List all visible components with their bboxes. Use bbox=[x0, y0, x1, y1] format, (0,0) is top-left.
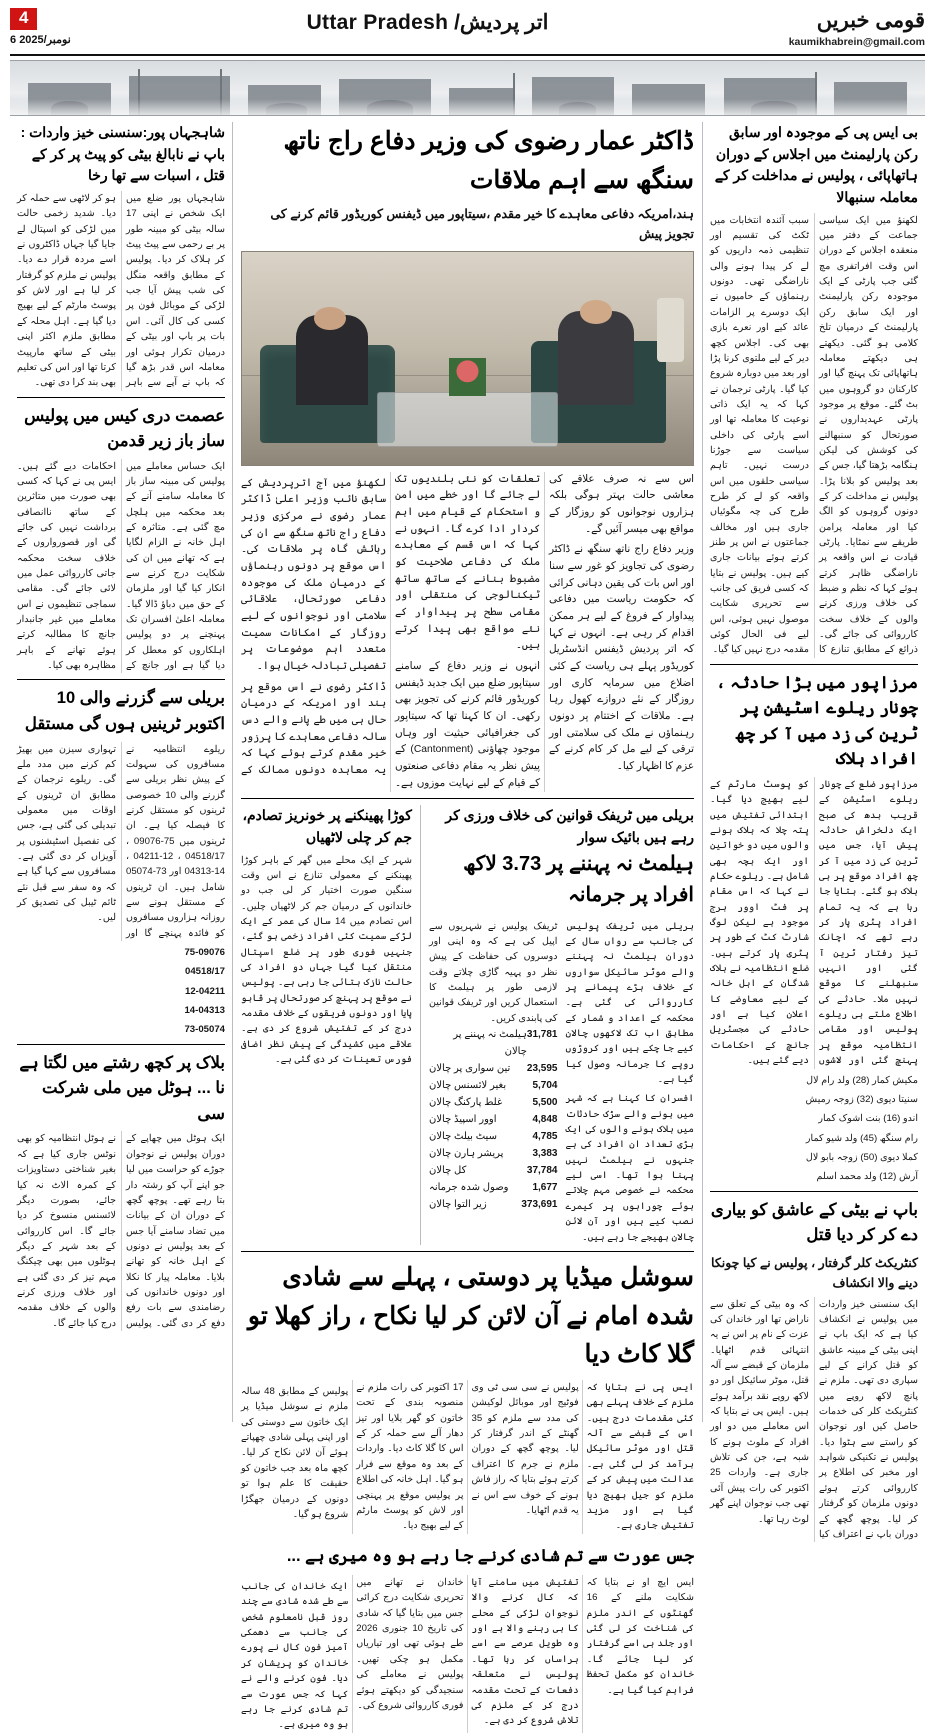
train-victim-5: کملا دیوی (50) زوجہ بابو لال bbox=[805, 1151, 918, 1163]
woman-paragraph-2: خاندان نے تھانے میں تحریری شکایت درج کرائی جس میں بتایا گیا کہ شادی کی تاریخ 10 جنوری 2026 طے ہوئی تھی اور تیاریاں مکمل ہو چکی تھیں۔ پولیس نے معاملے کی سنجیدگی کو دیکھتے ہوئے فوری کارروائی شروع کی۔ bbox=[356, 1577, 464, 1711]
article-train-accident bbox=[710, 671, 918, 1185]
lead-paragraph-3: انہوں نے وزیر دفاع کے سامنے سیتاپور ضلع میں ایک جدید ڈیفنس کوریڈور قائم کرنے کی تجویز بھی رکھی۔ ان کا کہنا تھا کہ سیتاپور کی جغرافیائی حیثیت اور وہاں موجود چھاؤنی (Cantonment) کے پیش نظر یہ مقام دفاعی صنعتوں کے قیام کے لیے نہایت موزوں ہے۔ اس سے نہ صرف علاقے کی معاشی حالت بہتر ہوگی بلکہ ہزاروں نوجوانوں کو روزگار کے مواقع بھی میسر آئیں گے۔ bbox=[395, 473, 694, 789]
article-assembly-scuffle bbox=[710, 122, 918, 658]
woman-body bbox=[241, 1575, 694, 1732]
column-left bbox=[10, 122, 233, 1422]
politics-body: ایک حساس معاملے میں پولیس کی مبینہ ساز باز کا معاملہ سامنے آنے کے بعد محکمہ میں ہلچل مچ گئی ہے۔ متاثرہ کے اہل خانہ نے الزام لگایا ہے کہ تھانے میں ان کی شکایت درج کرنے سے انکار کیا گیا اور ملزمان کے حق میں دباؤ ڈالا گیا۔ معاملہ اعلیٰ افسران تک پہنچنے پر دو پولیس اہلکاروں کو معطل کر دیا گیا ہے اور جانچ کے احکامات دیے گئے ہیں۔ ایس پی نے کہا کہ کسی بھی صورت میں متاثرین کے ساتھ ناانصافی برداشت نہیں کی جائے گی اور قصورواروں کے خلاف سخت محکمہ جاتی کارروائی عمل میں لائی جائے گی۔ مقامی سماجی تنظیموں نے اس معاملے میں غیر جانبدار جانچ کا مطالبہ کرتے ہوئے تھانے کے باہر مظاہرہ بھی کیا۔ bbox=[17, 460, 225, 672]
article-helmet-fines bbox=[429, 805, 694, 1245]
helmet-stat-value-10: 373,691 bbox=[521, 1199, 558, 1211]
helmet-stat-row bbox=[429, 1111, 558, 1128]
helmet-stat-row bbox=[429, 1026, 558, 1060]
bareilly-headline: بریلی سے گزرنے والی 10 اکتوبر ٹرینیں ہوں گی مستقل bbox=[24, 689, 225, 734]
helmet-stat-value-8: 37,784 bbox=[526, 1165, 558, 1177]
helmet-stat-value-3: 5,704 bbox=[532, 1080, 558, 1092]
helmet-stat-value-7: 3,383 bbox=[532, 1148, 558, 1160]
helmet-stat-row bbox=[429, 1196, 558, 1213]
helmet-stat-label-6: سیٹ بیلٹ چالان bbox=[428, 1131, 497, 1143]
lead-paragraph-2: ڈاکٹر رضوی نے اس موقع پر ہند اور امریکہ کے درمیان حال ہی میں طے پانے والے دس سالہ دفاعی معاہدے کا پرزور خیر مقدم کرتے ہوئے کہا کہ یہ معاہدہ دونوں ممالک کے تعلقات کو نئی بلندیوں تک لے جائے گا اور خطے میں امن و استحکام کے قیام میں اہم کردار ادا کرے گا۔ انہوں نے کہا کہ اس قسم کے معاہدے ملک کی دفاعی صلاحیت کو مضبوط بنانے کے ساتھ ساتھ ٹیکنالوجی کی منتقلی اور مقامی سطح پر پیداوار کے نئے مواقع بھی پیدا کرتے ہیں۔ bbox=[241, 473, 540, 776]
helmet-stat-row bbox=[429, 1077, 558, 1094]
divider bbox=[241, 798, 694, 799]
article-garbage-clash bbox=[241, 805, 421, 1245]
helmet-stat-value-9: 1,677 bbox=[532, 1182, 558, 1194]
train-body: مرزاپور ضلع کے چونار ریلوے اسٹیشن کے قریب بدھ کی صبح ایک دلخراش حادثہ پیش آیا، جس میں ٹرین کی زد میں آ کر چھ افراد موقع پر ہی ہلاک ہو گئے۔ بتایا جا رہا ہے کہ یہ تمام افراد پٹری پار کر رہے تھے کہ اچانک تیز رفتار ٹرین آ گئی اور انہیں سنبھلنے کا موقع نہیں ملا۔ حادثے کی اطلاع ملتے ہی ریلوے پولیس اور مقامی انتظامیہ موقع پر پہنچ گئی اور لاشوں کو پوسٹ مارٹم کے لیے بھیج دیا گیا۔ ابتدائی تفتیش میں پتہ چلا کہ ہلاک ہونے والوں میں دو خواتین اور ایک بچہ بھی شامل ہے۔ ریلوے حکام نے کہا کہ اس مقام پر فٹ اوور برج موجود ہے لیکن لوگ شارٹ کٹ کے طور پر پٹری پار کرتے ہیں۔ ضلع انتظامیہ نے ہلاک شدگان کے اہل خانہ کے لیے معاوضے کا اعلان کیا ہے اور حادثے کی مجسٹریل جانچ کے احکامات دیے گئے ہیں۔ bbox=[710, 778, 918, 1067]
train-victim-2: سنیتا دیوی (32) زوجہ رمیش bbox=[805, 1093, 918, 1105]
lead-paragraph-4: وزیر دفاع راج ناتھ سنگھ نے ڈاکٹر رضوی کی تجاویز کو غور سے سنا اور اس بات کی یقین دہانی کرائی کہ حکومت ریاست میں دفاعی پیداوار کے فروغ کے لیے ہر ممکن اقدام کر رہی ہے۔ انہوں نے کہا کہ اتر پردیش ڈیفنس انڈسٹریل کوریڈور پہلے ہی ریاست کے کئی اضلاع میں سرمایہ کاری اور روزگار کے نئے دروازے کھول رہا ہے۔ ملاقات کے اختتام پر دونوں رہنماؤں نے ملک کی سلامتی اور ترقی کے لیے مل کر کام کرنے کے عزم کا اظہار کیا۔ bbox=[549, 544, 694, 772]
nikah-paragraph-2: 17 اکتوبر کی رات ملزم نے منصوبہ بندی کے تحت خاتون کو گھر بلایا اور تیز دھار آلے سے حملہ کر کے اس کا گلا کاٹ دیا۔ واردات کے بعد وہ موقع سے فرار ہو گیا۔ اہل خانہ کی اطلاع پر پولیس موقع پر پہنچی اور لاش کو پوسٹ مارٹم کے لیے بھیج دیا۔ bbox=[356, 1382, 464, 1532]
train-victim-1: مکیش کمار (28) ولد رام لال bbox=[806, 1074, 918, 1086]
contact-email[interactable]: kaumikhabrein@gmail.com bbox=[788, 36, 925, 48]
helmet-stat-row bbox=[429, 1060, 558, 1077]
train-victim-6: آرش (12) ولد محمد اسلم bbox=[816, 1171, 918, 1183]
nikah-paragraph-3: پولیس نے سی سی ٹی وی فوٹیج اور موبائل لوکیشن کی مدد سے ملزم کو 35 گھنٹے کے اندر گرفتار کر لیا۔ پوچھ گچھ کے دوران ملزم نے جرم کا اعتراف کرتے ہوئے بتایا کہ راز فاش ہونے کے خوف سے اس نے یہ قدم اٹھایا۔ bbox=[471, 1382, 579, 1516]
helmet-subhead: ہیلمٹ نہ پہننے پر 3.73 لاکھ افراد پر جرمانہ bbox=[463, 852, 694, 906]
killer-body: ایک سنسنی خیز واردات میں پولیس نے انکشاف کیا ہے کہ ایک باپ نے اپنی بیٹی کے مبینہ عاشق کو قتل کرانے کے لیے سپاری دی تھی۔ ملزم نے پانچ لاکھ روپے میں کنٹریکٹ کلر کی خدمات حاصل کیں اور نوجوان کو راستے سے ہٹوا دیا۔ پولیس نے تکنیکی شواہد اور مخبر کی اطلاع پر کارروائی کرتے ہوئے دونوں ملزمان کو گرفتار کر لیا۔ پوچھ گچھ کے دوران باپ نے اعتراف کیا کہ وہ بیٹی کے تعلق سے ناراض تھا اور خاندان کی عزت کے نام پر اس نے یہ انتہائی قدم اٹھایا۔ ملزمان کے قبضے سے آلہ قتل، موٹر سائیکل اور دو لاکھ روپے نقد برآمد ہوئے ہیں۔ ایس پی نے بتایا کہ اس معاملے میں دو اور افراد کے ملوث ہونے کا شبہ ہے، جن کی تلاش جاری ہے۔ واردات 25 اکتوبر کی رات پیش آئی تھی جب نوجوان اپنے گھر لوٹ رہا تھا۔ bbox=[710, 1298, 918, 1540]
nikah-paragraph-1: پولیس کے مطابق 48 سالہ ملزم نے سوشل میڈیا پر ایک خاتون سے دوستی کی اور اپنی پہلی شادی چھپاتے ہوئے آن لائن نکاح کر لیا۔ کچھ ماہ بعد جب خاتون کو حقیقت کا علم ہوا تو دونوں کے درمیان جھگڑا شروع ہو گیا۔ bbox=[241, 1386, 349, 1520]
shahjahanpur-headline: شاہجہاں پور:سنسنی خیز واردات : باپ نے نابالغ بیٹی کو پیٹ پر کر کے قتل ، اسبات سے تھا رخا bbox=[20, 124, 225, 184]
divider bbox=[17, 397, 225, 398]
page-number: 4 bbox=[10, 8, 37, 30]
helmet-paragraph-2: افسران کا کہنا ہے کہ شہر میں ہونے والے سڑک حادثات میں ہلاک ہونے والوں کی ایک بڑی تعداد ان افراد کی ہے جنہوں نے ہیلمٹ نہیں پہنا ہوا تھا۔ اسی لیے محکمہ نے خصوصی مہم چلاتے ہوئے چوراہوں پر کیمرے نصب کیے ہیں اور آن لائن چالان بھیجے جا رہے ہیں۔ bbox=[565, 1093, 694, 1243]
helmet-stat-row bbox=[429, 1094, 558, 1111]
publication-title: قومی خبریں bbox=[816, 9, 925, 32]
garbage-body: شہر کے ایک محلے میں گھر کے باہر کوڑا پھینکنے کے معمولی تنازع نے اس وقت سنگین صورت اختیار کر لی جب دو خاندانوں کے درمیان جم کر لاٹھیاں چلیں۔ اس تصادم میں 14 سال کی عمر کے ایک لڑکے سمیت کئی افراد زخمی ہو گئے، جنہیں فوری طور پر ضلع اسپتال منتقل کیا گیا جہاں دو افراد کی حالت نازک بتائی جا رہی ہے۔ پولیس نے موقع پر پہنچ کر صورتحال پر قابو پایا اور دونوں فریقوں کے خلاف مقدمہ درج کر کے تفتیش شروع کر دی ہے۔ علاقے میں کشیدگی کے پیش نظر اضافی فورس تعینات کر دی گئی ہے۔ bbox=[241, 854, 412, 1066]
article-threat-call bbox=[241, 1544, 694, 1733]
bareilly-train-1: 75-09076 bbox=[184, 947, 225, 959]
masthead-divider bbox=[10, 54, 925, 56]
bareilly-train-4: 14-04313 bbox=[184, 1005, 225, 1017]
divider bbox=[17, 679, 225, 680]
divider bbox=[241, 1251, 694, 1252]
helmet-stat-label-7: پریشر ہارن چالان bbox=[428, 1148, 504, 1160]
page-number-block bbox=[10, 8, 160, 30]
masthead bbox=[10, 8, 925, 52]
woman-paragraph-3: تفتیش میں سامنے آیا کہ کال کرنے والا نوجوان لڑکی کے محلے کا ہی رہنے والا ہے اور وہ طویل عرصے سے اسے ہراساں کر رہا تھا۔ پولیس نے متعلقہ دفعات کے تحت مقدمہ درج کر کے ملزم کی تلاش شروع کر دی ہے۔ bbox=[471, 1577, 579, 1727]
divider bbox=[710, 664, 918, 665]
helmet-stat-value-4: 5,500 bbox=[532, 1097, 558, 1109]
divider bbox=[710, 1191, 918, 1192]
issue-date: 6 نومبر/2025 bbox=[10, 33, 71, 46]
nikah-headline: سوشل میڈیا پر دوستی ، پہلے سے شادی شدہ امام نے آن لائن کر لیا نکاح ، راز کھلا تو گلا کاٹ دیا bbox=[247, 1262, 694, 1369]
train-victim-3: اندو (16) بنت اشوک کمار bbox=[818, 1113, 918, 1125]
shahjahanpur-body: شاہجہاں پور ضلع میں ایک شخص نے اپنی 17 سالہ بیٹی کو مبینہ طور پر بے رحمی سے پیٹ پیٹ کر ہلاک کر دیا۔ پولیس کے مطابق واقعہ منگل کی شب پیش آیا جب لڑکی کے موبائل فون پر کسی کی کال آئی۔ اس بات پر باپ اور بیٹی کے درمیان تکرار ہوئی اور معاملہ اس قدر بڑھ گیا کہ باپ نے آپے سے باہر ہو کر لاٹھی سے حملہ کر دیا۔ شدید زخمی حالت میں لڑکی کو اسپتال لے جایا گیا جہاں ڈاکٹروں نے اسے مردہ قرار دے دیا۔ پولیس نے ملزم کو گرفتار کر لیا ہے اور لاش کو پوسٹ مارٹم کے لیے بھیج دیا گیا ہے۔ اہل محلہ کے مطابق ملزم اکثر اپنی بیٹی کے ساتھ مارپیٹ کرتا تھا اور اس کی تعلیم بھی بند کرا دی تھی۔ bbox=[17, 193, 225, 389]
helmet-paragraph-1: بریلی میں ٹریفک پولیس کی جانب سے رواں سال کے دوران ہیلمٹ نہ پہننے والے موٹر سائیکل سواروں کے خلاف بڑے پیمانے پر کارروائی کی گئی ہے۔ محکمہ کے اعداد و شمار کے مطابق اب تک لاکھوں چالان کیے جا چکے ہیں اور کروڑوں روپے کا جرمانہ وصول کیا گیا ہے۔ bbox=[565, 920, 694, 1086]
article-contract-killing bbox=[710, 1198, 918, 1543]
article-police-collusion bbox=[17, 404, 225, 674]
bareilly-train-5: 73-05074 bbox=[184, 1024, 225, 1036]
helmet-stat-label-1: ہیلمٹ نہ پہننے پر چالان bbox=[453, 1029, 527, 1058]
helmet-stat-row bbox=[429, 1145, 558, 1162]
section-title-english: Uttar Pradesh bbox=[306, 11, 449, 34]
article-shahjahanpur-murder bbox=[17, 122, 225, 391]
train-victim-4: رام سنگھ (45) ولد شیو کمار bbox=[805, 1132, 918, 1144]
woman-paragraph-1: ایک خاندان کی جانب سے طے شدہ شادی سے چند روز قبل نامعلوم شخص کی جانب سے دھمکی آمیز فون کال نے پورے خاندان کو پریشان کر دیا۔ فون کرنے والے نے کہا کہ جس عورت سے تم شادی کرنے جا رہے ہو وہ میری ہے۔ bbox=[241, 1581, 349, 1731]
skyline-banner-image bbox=[10, 60, 925, 116]
section-title-urdu: اتر پردیش/ bbox=[454, 11, 549, 34]
helmet-stat-row bbox=[429, 1162, 558, 1179]
lead-paragraph-1: لکھنؤ میں آج اترپردیش کے سابق نائب وزیر اعلیٰ ڈاکٹر عمار رضوی نے مرکزی وزیر دفاع راج ناتھ سنگھ سے ان کی رہائش گاہ پر ملاقات کی۔ اس موقع پر دونوں رہنماؤں کے درمیان ملک کی موجودہ دفاعی صورتحال، علاقائی سلامتی اور نوجوانوں کے لیے روزگار کے امکانات سمیت متعدد اہم موضوعات پر تفصیلی تبادلہ خیال ہوا۔ bbox=[241, 477, 386, 672]
woman-headline: جس عورت سے تم شادی کرنے جا رہے ہو وہ میری ہے ... bbox=[286, 1546, 694, 1565]
helmet-stat-label-9: وصول شدہ جرمانہ bbox=[428, 1182, 509, 1194]
column-right bbox=[703, 122, 925, 1540]
assembly-headline: بی ایس پی کے موجودہ اور سابق رکن پارلیمنٹ میں اجلاس کے دوران ہاتھاپائی ، پولیس نے مداخلت کر کے معاملہ سنبھالا bbox=[714, 124, 918, 206]
helmet-paragraph-3: ٹریفک پولیس نے شہریوں سے اپیل کی ہے کہ وہ اپنی اور دوسروں کی حفاظت کے پیش نظر دو پہیہ گاڑی چلاتے وقت لازمی طور پر ہیلمٹ کا استعمال کریں اور ٹریفک قوانین کی پابندی کریں۔ bbox=[428, 920, 558, 1024]
masthead-center bbox=[160, 8, 695, 35]
helmet-headline: بریلی میں ٹریفک قوانین کی خلاف ورزی کر رہے ہیں بائیک سوار bbox=[445, 807, 694, 845]
masthead-right bbox=[695, 8, 925, 48]
helmet-stat-label-10: زیر التوا چالان bbox=[428, 1199, 487, 1211]
lead-body bbox=[241, 472, 694, 793]
killer-subhead: کنٹریکٹ کلر گرفتار ، پولیس نے کیا چونکا دینے والا انکشاف bbox=[711, 1255, 918, 1290]
helmet-stat-label-4: غلط پارکنگ چالان bbox=[428, 1097, 503, 1109]
politics-headline: عصمت دری کیس میں پولیس ساز باز زیر قدمن bbox=[24, 406, 225, 451]
killer-headline: باپ نے بیٹی کے عاشق کو بیاری دے کر کر دیا قتل bbox=[710, 1200, 918, 1245]
helmet-stat-row bbox=[429, 1128, 558, 1145]
lead-headline: ڈاکٹر عمار رضوی کی وزیر دفاع راج ناتھ سنگھ سے اہم ملاقات bbox=[283, 127, 694, 194]
bareilly-train-2: 04518/17 bbox=[184, 966, 225, 978]
helmet-stat-label-2: تین سواری پر چالان bbox=[428, 1063, 511, 1075]
hotel-body: ایک ہوٹل میں چھاپے کے دوران پولیس نے نوجوان جوڑے کو حراست میں لیا جو اپنے آپ کو رشتہ دار بتا رہے تھے۔ پوچھ گچھ کے دوران ان کے بیانات میں تضاد سامنے آیا جس کے بعد پولیس نے دونوں کے اہل خانہ کو تھانے بلایا۔ معاملہ پیار کا نکلا اور دونوں خاندانوں کی رضامندی سے بات رفع دفع کر دی گئی۔ پولیس نے ہوٹل انتظامیہ کو بھی نوٹس جاری کیا ہے کہ بغیر شناختی دستاویزات کے کمرہ الاٹ نہ کیا جائے، بصورت دیگر لائسنس منسوخ کر دیا جائے گا۔ اس کارروائی کے بعد شہر کے دیگر ہوٹلوں میں بھی چیکنگ مہم تیز کر دی گئی ہے اور خلاف ورزی کرنے والوں کے خلاف مقدمہ درج کیا جائے گا۔ bbox=[17, 1133, 225, 1329]
section-title bbox=[160, 10, 695, 35]
garbage-headline: کوڑا پھینکنے پر خونریز تصادم، جم کر چلی لاٹھیاں bbox=[242, 807, 412, 845]
helmet-stat-value-2: 23,595 bbox=[526, 1063, 558, 1075]
helmet-stat-value-1: 31,781 bbox=[526, 1029, 558, 1041]
article-hotel-raid bbox=[17, 1051, 225, 1331]
lead-photo bbox=[241, 251, 694, 466]
helmet-stat-label-3: بغیر لائسنس چالان bbox=[428, 1080, 507, 1092]
bareilly-train-3: 12-04211 bbox=[184, 985, 225, 997]
nikah-body bbox=[241, 1380, 694, 1533]
helmet-stat-value-6: 4,785 bbox=[532, 1131, 558, 1143]
bareilly-body: ریلوے انتظامیہ نے مسافروں کی سہولت کے پیش نظر بریلی سے گزرنے والی 10 خصوصی ٹرینوں کو مستقل کرنے کا فیصلہ کیا ہے۔ ان ٹرینوں میں 75-09076 ، 04518/17 ، 12-04211 ، 14-04313 اور 73-05074 شامل ہیں۔ ان ٹرینوں کے مستقل ہونے سے روزانہ ہزاروں مسافروں کو فائدہ پہنچے گا اور تہواری سیزن میں بھیڑ کم کرنے میں مدد ملے گی۔ ریلوے ترجمان کے مطابق ان ٹرینوں کے اوقات میں معمولی تبدیلی کی گئی ہے، جس کی تفصیل اسٹیشنوں پر آویزاں کر دی گئی ہے۔ مسافروں سے کہا گیا ہے کہ وہ سفر سے قبل نئے ٹائم ٹیبل کی تصدیق کر لیں۔ bbox=[17, 743, 226, 939]
helmet-stat-row bbox=[429, 1179, 558, 1196]
helmet-stat-label-8: کل چالان bbox=[428, 1165, 467, 1177]
content-columns bbox=[10, 122, 925, 1731]
divider bbox=[17, 1044, 225, 1045]
helmet-stat-value-5: 4,848 bbox=[532, 1114, 558, 1126]
nikah-paragraph-4: ایس پی نے بتایا کہ ملزم کے خلاف پہلے بھی کئی مقدمات درج ہیں۔ اس کے قبضے سے آلہ قتل اور موٹر سائیکل برآمد کر لی گئی ہے۔ عدالت میں پیش کر کے ملزم کو جیل بھیج دیا گیا ہے اور مزید تفتیش جاری ہے۔ bbox=[586, 1382, 694, 1532]
column-middle bbox=[233, 122, 703, 1731]
masthead-left bbox=[10, 8, 160, 46]
helmet-stat-label-5: اوور اسپیڈ چالان bbox=[428, 1114, 497, 1126]
woman-paragraph-4: ایس ایچ او نے بتایا کہ شکایت ملنے کے 16 گھنٹوں کے اندر ملزم کی شناخت کر لی گئی اور جلد ہی اسے گرفتار کر لیا جائے گا۔ خاندان کو مکمل تحفظ فراہم کیا گیا ہے۔ bbox=[586, 1577, 694, 1696]
article-lead-defence-meeting bbox=[241, 122, 694, 792]
article-imam-nikah bbox=[241, 1258, 694, 1534]
article-bareilly-trains bbox=[17, 686, 225, 1037]
hotel-headline: بلاک پر کچھ رشتے میں لگتا ہے نا ... ہوٹل میں ملی شرکت سی bbox=[19, 1053, 225, 1123]
lead-subhead: ہند،امریکہ دفاعی معاہدے کا خیر مقدم ،سیتاپور میں ڈیفنس کوریڈور قائم کرنے کی تجویز پیش bbox=[270, 206, 694, 241]
assembly-body: لکھنؤ میں ایک سیاسی جماعت کے دفتر میں منعقدہ اجلاس کے دوران اس وقت افراتفری مچ گئی جب پارٹی کے ایک موجودہ رکن پارلیمنٹ اور ایک سابق رکن پارلیمنٹ کے درمیان تلخ کلامی ہو گئی۔ دیکھتے ہی دیکھتے معاملہ ہاتھاپائی تک پہنچ گیا اور کارکنان دو گروہوں میں بٹ گئے۔ موقع پر موجود پارٹی عہدیداروں نے صورتحال کو سنبھالنے کی کوشش کی لیکن ہنگامہ بڑھتا گیا، جس کے بعد پولیس کو بلانا پڑا۔ پولیس نے مداخلت کر کے دونوں گروہوں کو الگ کیا اور معاملہ پرامن طریقے سے نمٹایا۔ پارٹی قیادت نے اس واقعہ پر ناراضگی ظاہر کرتے ہوئے کہا کہ نظم و ضبط کی خلاف ورزی کرنے والوں کے خلاف سخت کارروائی کی جائے گی۔ ذرائع کے مطابق تنازع کا سبب آئندہ انتخابات میں ٹکٹ کی تقسیم اور تنظیمی ذمہ داریوں کو لے کر پیدا ہونے والی ناراضگی تھی۔ دونوں رہنماؤں کے حامیوں نے ایک دوسرے پر الزامات عائد کیے اور نعرے بازی بھی کی۔ اجلاس کچھ دیر کے لیے ملتوی کرنا پڑا اور بعد میں دوبارہ شروع کیا گیا۔ پارٹی ترجمان نے کہا کہ یہ ایک ذاتی نوعیت کا معاملہ تھا اور اسے پارٹی کی داخلی سیاست سے جوڑنا درست نہیں۔ تاہم سیاسی حلقوں میں اس واقعہ کو لے کر طرح طرح کی چہ مگوئیاں جاری ہیں اور مخالف جماعتوں نے اس پر طنز کرتے ہوئے بیانات جاری کیے ہیں۔ پولیس نے بتایا کہ کسی فریق کی جانب سے تحریری شکایت موصول نہیں ہوئی، اس لیے فی الحال کوئی مقدمہ درج نہیں کیا گیا۔ bbox=[710, 214, 918, 656]
train-headline: مرزاپور میں بڑا حادثہ ، چونار ریلوے اسٹیشن پر ٹرین کی زد میں آ کر چھ افراد ہلاک bbox=[715, 673, 918, 769]
mid-двух-story-row bbox=[241, 805, 694, 1245]
